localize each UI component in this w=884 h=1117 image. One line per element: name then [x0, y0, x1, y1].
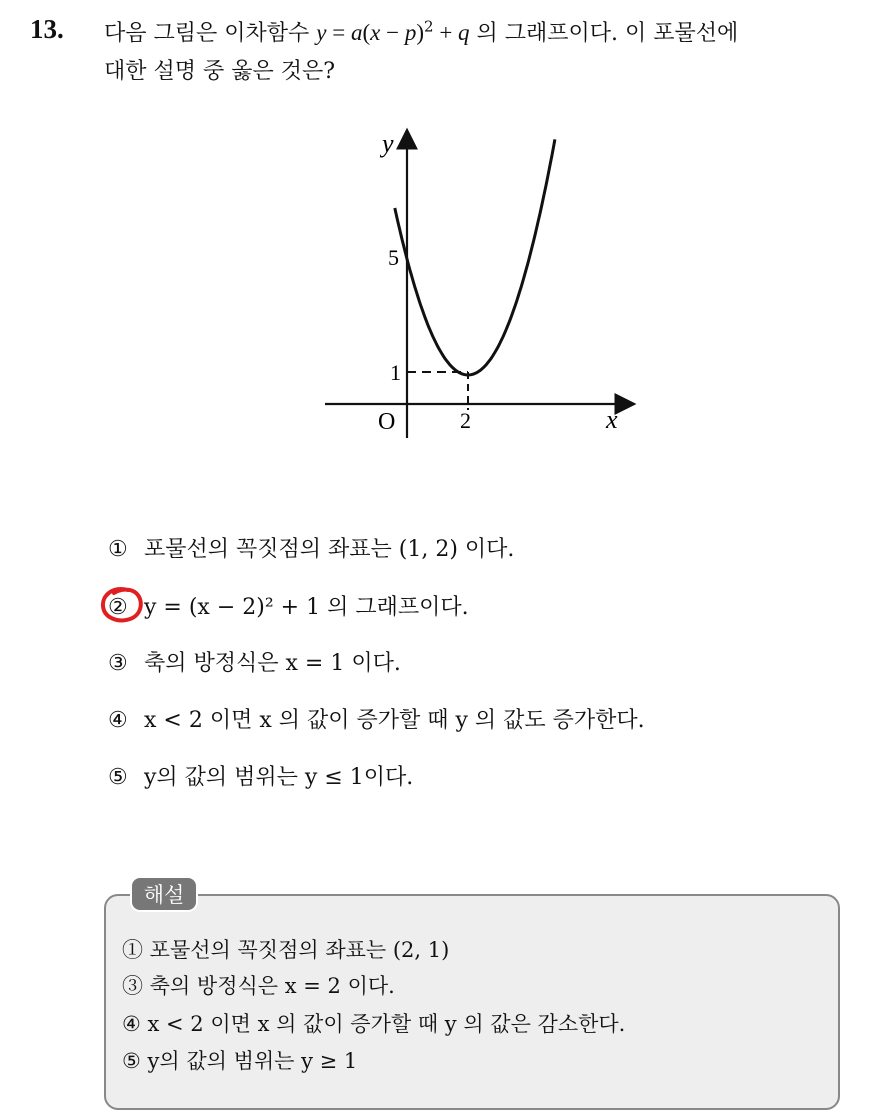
- solution-tag: 해설: [130, 876, 198, 912]
- question-line-2: 대한 설명 중 옳은 것은?: [104, 59, 336, 84]
- y-axis-label: y: [382, 129, 394, 158]
- equation-y: y: [316, 20, 327, 45]
- equation-plus: +: [433, 20, 459, 45]
- equation-a: a: [350, 20, 363, 45]
- vertex-x-label: 2: [460, 408, 471, 433]
- question-line-1-pre: 다음 그림은 이차함수: [104, 21, 310, 46]
- choice-4-marker: ④: [108, 708, 128, 733]
- equation-minus: −: [380, 20, 405, 45]
- parabola-graph: [320, 120, 650, 440]
- solution-box: [104, 894, 840, 1110]
- choice-2-text: y = (x − 2)² + 1 의 그래프이다.: [144, 595, 469, 620]
- origin-label: O: [378, 409, 396, 435]
- question-number: 13.: [30, 14, 64, 44]
- equation-p: p: [404, 20, 417, 45]
- parabola-curve: [395, 139, 555, 375]
- choice-1-text: 포물선의 꼭짓점의 좌표는 (1, 2) 이다.: [144, 537, 515, 562]
- vertex-y-label: 1: [390, 360, 401, 385]
- choice-5-marker: ⑤: [108, 765, 128, 790]
- x-axis-label: x: [606, 405, 618, 434]
- y-intercept-label: 5: [388, 245, 399, 270]
- solution-line-5: ⑤ y의 값의 범위는 y ≥ 1: [122, 1049, 358, 1073]
- equation-exponent: 2: [424, 17, 434, 36]
- equation-q: q: [458, 20, 470, 45]
- solution-line-3: ③ 축의 방정식은 x = 2 이다.: [122, 974, 395, 998]
- choice-3[interactable]: [108, 646, 401, 677]
- equation-x: x: [370, 20, 381, 45]
- solution-line-4: ④ x < 2 이면 x 의 값이 증가할 때 y 의 값은 감소한다.: [122, 1012, 626, 1036]
- equation-open: (: [362, 20, 371, 45]
- choice-2-marker: ②: [108, 595, 128, 620]
- choice-3-marker: ③: [108, 651, 128, 676]
- choice-2[interactable]: [108, 590, 469, 621]
- answer-circle-mark: [98, 584, 148, 626]
- choice-1-marker: ①: [108, 537, 128, 562]
- choice-4[interactable]: [108, 703, 645, 734]
- choice-4-text: x < 2 이면 x 의 값이 증가할 때 y 의 값도 증가한다.: [144, 708, 645, 733]
- question-line-1-post: 의 그래프이다. 이 포물선에: [469, 21, 739, 46]
- equation-close: ): [416, 20, 425, 45]
- choice-3-text: 축의 방정식은 x = 1 이다.: [144, 651, 401, 676]
- question-line-1: [104, 16, 738, 47]
- equation-eq: =: [326, 20, 351, 45]
- choice-1[interactable]: [108, 532, 514, 563]
- solution-line-1: ① 포물선의 꼭짓점의 좌표는 (2, 1): [122, 938, 450, 962]
- choice-5[interactable]: [108, 760, 413, 791]
- choice-5-text: y의 값의 범위는 y ≤ 1이다.: [144, 765, 414, 790]
